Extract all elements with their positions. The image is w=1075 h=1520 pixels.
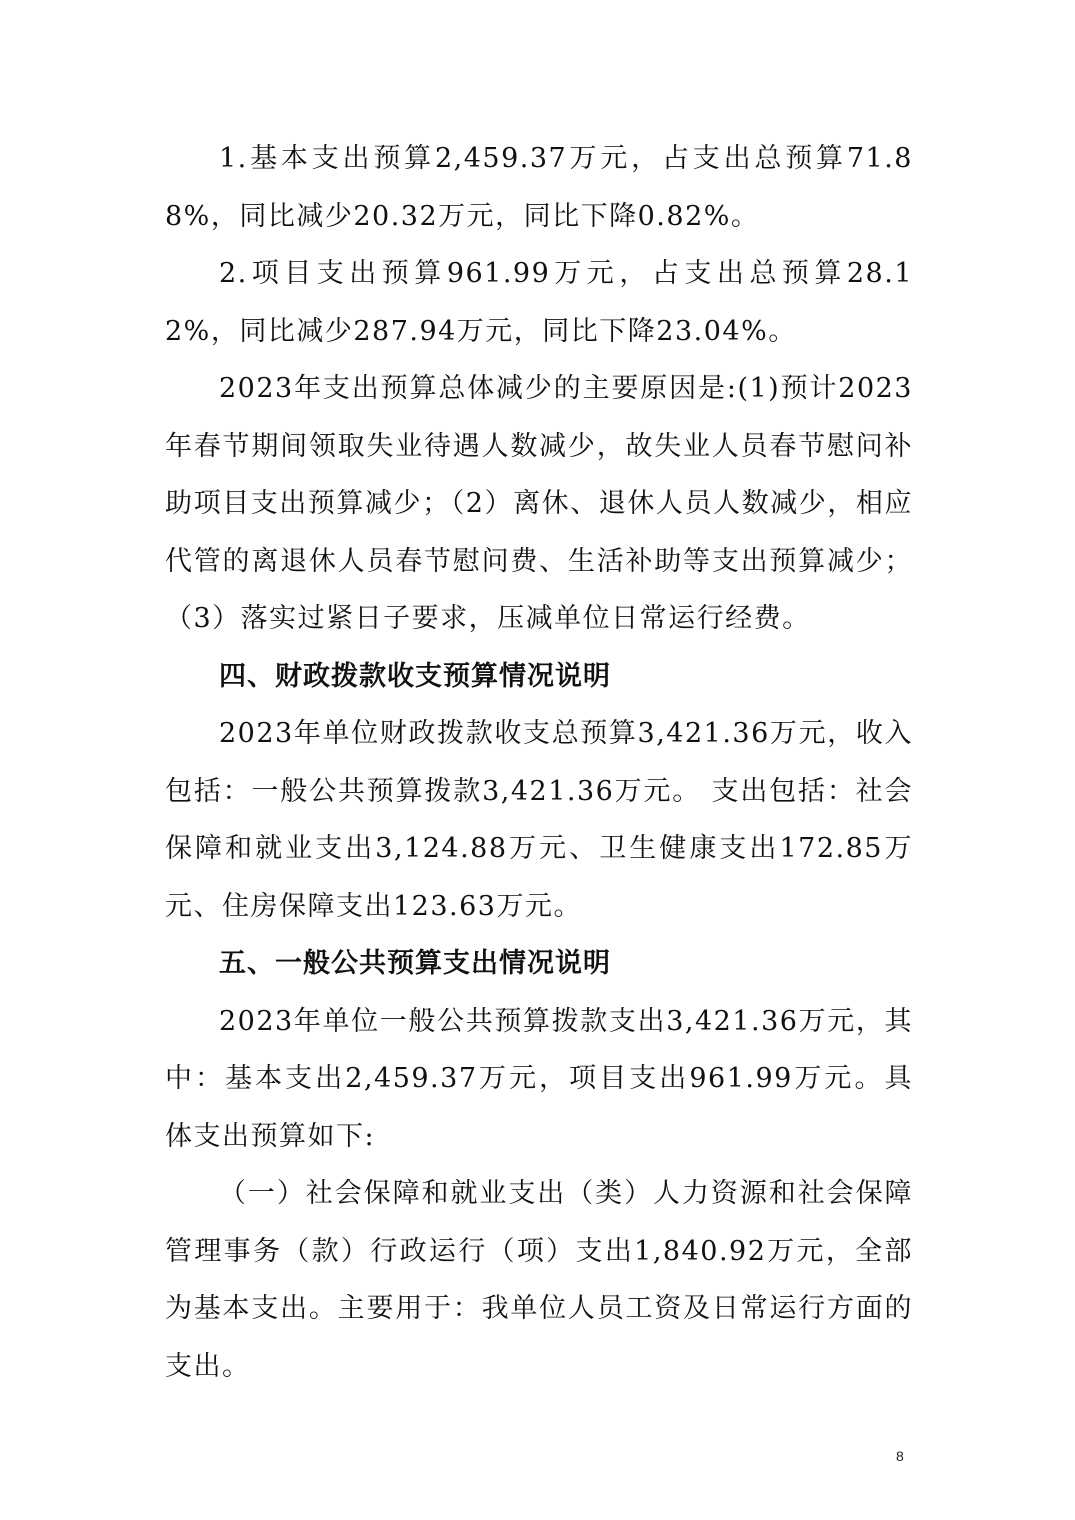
paragraph-social-security-expenditure: （一）社会保障和就业支出（类）人力资源和社会保障管理事务（款）行政运行（项）支出1,840.92万元，全部为基本支出。主要用于：我单位人员工资及日常运行方面的支出。 xyxy=(165,1178,913,1382)
paragraph-basic-expenditure: 1.基本支出预算2,459.37万元，占支出总预算71.88%，同比减少20.32万元，同比下降0.82%。 xyxy=(165,143,913,232)
paragraph-project-expenditure: 2.项目支出预算961.99万元，占支出总预算28.12%，同比减少287.94万元，同比下降23.04%。 xyxy=(165,258,913,347)
page-number: 8 xyxy=(896,1448,904,1464)
paragraph-fiscal-appropriation: 2023年单位财政拨款收支总预算3,421.36万元，收入包括：一般公共预算拨款3,421.36万元。 支出包括：社会保障和就业支出3,124.88万元、卫生健康支出172.85万元、住房保障支出123.63万元。 xyxy=(165,718,913,922)
paragraph-general-public-budget: 2023年单位一般公共预算拨款支出3,421.36万元，其中：基本支出2,459.37万元，项目支出961.99万元。具体支出预算如下: xyxy=(165,1005,913,1152)
section-heading-fiscal-appropriation: 四、财政拨款收支预算情况说明 xyxy=(219,660,611,692)
document-body xyxy=(165,130,913,1395)
section-heading-general-public-budget: 五、一般公共预算支出情况说明 xyxy=(219,948,611,979)
paragraph-decrease-reasons: 2023年支出预算总体减少的主要原因是:(1)预计2023年春节期间领取失业待遇人数减少，故失业人员春节慰问补助项目支出预算减少；（2）离休、退休人员人数减少，相应代管的离退休人员春节慰问费、生活补助等支出预算减少；（3）落实过紧日子要求，压减单位日常运行经费。 xyxy=(165,373,913,634)
